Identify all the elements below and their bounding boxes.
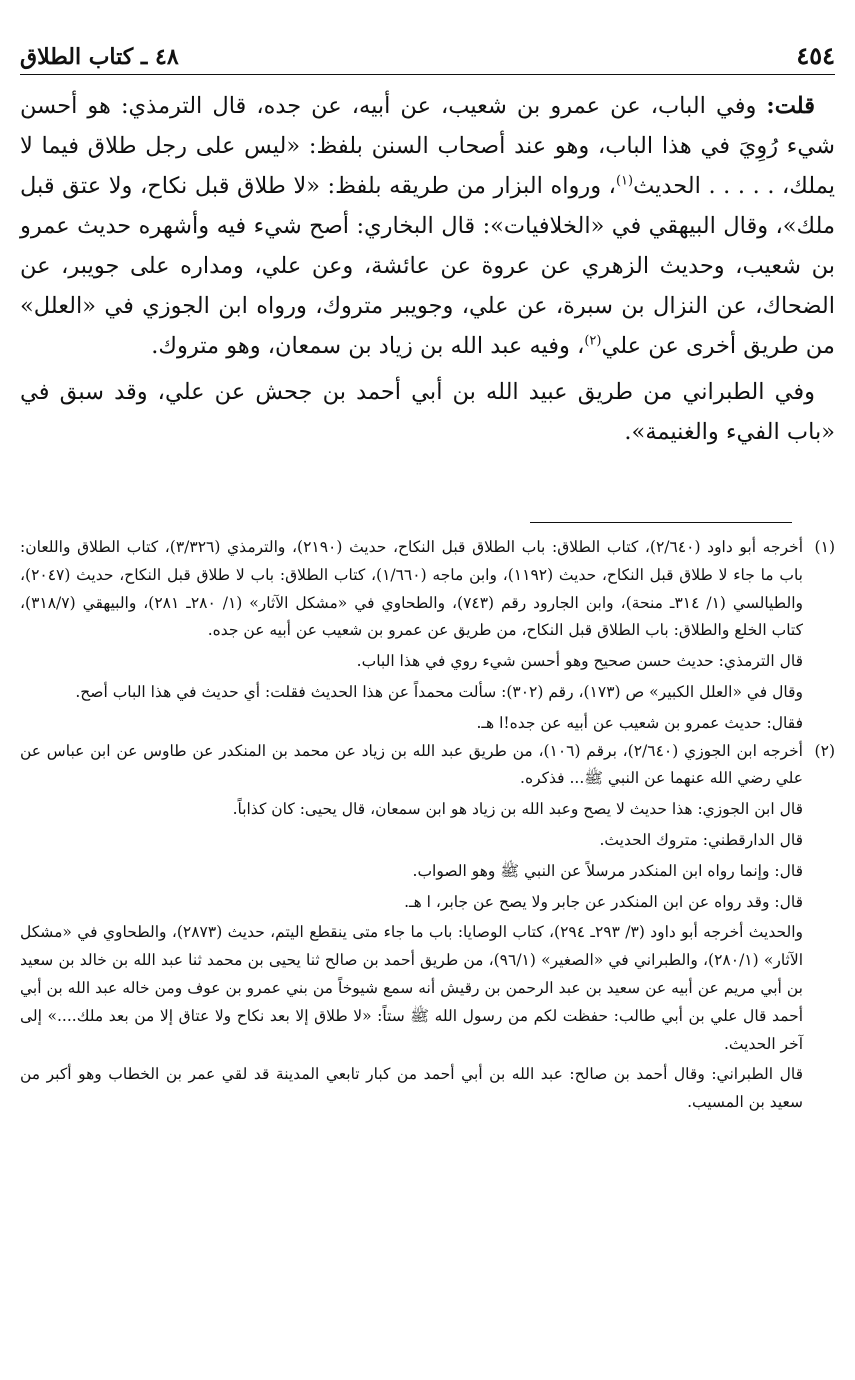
- paragraph-1-text-a: وفي الباب، عن عمرو بن شعيب، عن أبيه، عن جده، قال الترمذي: هو أحسن شيء رُوِيَ في هذا الباب، وهو عند أصحاب السنن بلفظ: «ليس على رجل طلاق فيما لا يملك، . . . . . الحديث: [20, 93, 835, 199]
- qult-keyword: قلت:: [766, 93, 815, 119]
- footnote-ref-1[interactable]: (١): [615, 173, 634, 189]
- paragraph-1: [20, 86, 835, 366]
- footnote-2-para-5: قال: وقد رواه عن ابن المنكدر عن جابر ولا يصح عن جابر، ا هـ.: [404, 892, 803, 911]
- page-header: [20, 32, 835, 75]
- page-number: ٤٥٤: [796, 41, 835, 70]
- footnote-1-para-4: فقال: حديث عمرو بن شعيب عن أبيه عن جده!ا هـ.: [476, 713, 803, 732]
- footnotes: [20, 534, 835, 1117]
- running-title: ٤٨ ـ كتاب الطلاق: [20, 44, 179, 70]
- paragraph-2: وفي الطبراني من طريق عبيد الله بن أبي أحمد بن جحش عن علي، وقد سبق في «باب الفيء والغنيمة».: [20, 379, 835, 445]
- footnote-separator: [530, 522, 792, 523]
- footnote-2-para-2: قال ابن الجوزي: هذا حديث لا يصح وعبد الله بن زياد هو ابن سمعان، قال يحيى: كان كذاباً.: [232, 800, 803, 819]
- footnote-2-para-3: قال الدارقطني: متروك الحديث.: [599, 830, 803, 849]
- paragraph-1-text-c: ، وفيه عبد الله بن زياد بن سمعان، وهو متروك.: [151, 333, 585, 359]
- footnote-1-para-2: قال الترمذي: حديث حسن صحيح وهو أحسن شيء روي في هذا الباب.: [356, 652, 803, 671]
- footnote-2-para-1: أخرجه ابن الجوزي (٢/٦٤٠)، برقم (١٠٦)، من طريق عبد الله بن زياد عن محمد بن المنكدر عن طاوس عن ابن عباس عن علي رضي الله عنهما عن النبي ﷺ... فذكره.: [20, 741, 803, 788]
- footnote-2-para-6: والحديث أخرجه أبو داود (٣/ ٢٩٣ـ ٢٩٤)، كتاب الوصايا: باب ما جاء متى ينقطع اليتم، حديث (٢٨٧٣)، والطحاوي في «مشكل الآثار» (٢٨٠/١)، والطبراني في «الصغير» (٩٦/١)، من طريق أحمد بن صالح ثنا يحيى بن محمد ثنا عبد الله بن خالد بن سعيد بن أبي مريم عن أبيه عن سعيد بن عبد الرحمن بن رقيش أنه سمع شيوخاً من بني عمرو بن عوف ومن خاله عبد الله بن أبي أحمد قال علي بن أبي طالب: حفظت لكم من رسول الله ﷺ ستاً: «لا طلاق إلا بعد نكاح ولا عتاق إلا من بعد ملك....» إلى آخر الحديث.: [20, 923, 804, 1053]
- footnote-1: [20, 534, 835, 738]
- footnote-1-para-1: أخرجه أبو داود (٢/٦٤٠)، كتاب الطلاق: باب الطلاق قبل النكاح، حديث (٢١٩٠)، والترمذي (٣/٣٢٦)، كتاب الطلاق واللعان: باب ما جاء لا طلاق قبل النكاح، حديث (١١٩٢)، وابن ماجه (١/٦٦٠)، كتاب الطلاق: باب لا طلاق قبل النكاح، حديث (٢٠٤٧)، والطيالسي (١/ ٣١٤ـ منحة)، وابن الجارود رقم (٧٤٣)، والطحاوي في «مشكل الآثار» (١/ ٢٨٠ـ ٢٨١)، والبيهقي (٣١٨/٧)، كتاب الخلع والطلاق: باب الطلاق قبل النكاح، من طريق عن عمرو بن شعيب عن أبيه عن جده.: [20, 538, 804, 640]
- footnote-ref-2[interactable]: (٢): [584, 333, 602, 349]
- footnote-2: [20, 738, 835, 1117]
- footnote-1-para-3: وقال في «العلل الكبير» ص (١٧٣)، رقم (٣٠٢): سألت محمداً عن هذا الحديث فقلت: أي حديث في هذا الباب أصح.: [75, 682, 803, 701]
- footnote-2-para-4: قال: وإنما رواه ابن المنكدر مرسلاً عن النبي ﷺ وهو الصواب.: [412, 861, 803, 880]
- main-text: [20, 86, 835, 452]
- paragraph-1-text-b: ، ورواه البزار من طريقه بلفظ: «لا طلاق قبل نكاح، ولا عتق قبل ملك»، وقال البيهقي في «الخلافيات»: قال البخاري: أصح شيء فيه وأشهره حديث عمرو بن شعيب، وحديث الزهري عن عروة عن عائشة، وعن علي، ومداره على جويبر، عن الضحاك، عن النزال بن سبرة، عن علي، وجويبر متروك، ورواه ابن الجوزي في «العلل» من طريق أخرى عن علي: [20, 173, 835, 359]
- footnote-2-number: (٢): [814, 741, 835, 760]
- footnote-1-number: (١): [814, 538, 835, 556]
- footnote-2-para-7: قال الطبراني: وقال أحمد بن صالح: عبد الله بن أبي أحمد من كبار تابعي المدينة قد لقي عمر بن الخطاب وهو أكبر من سعيد بن المسيب.: [20, 1065, 803, 1112]
